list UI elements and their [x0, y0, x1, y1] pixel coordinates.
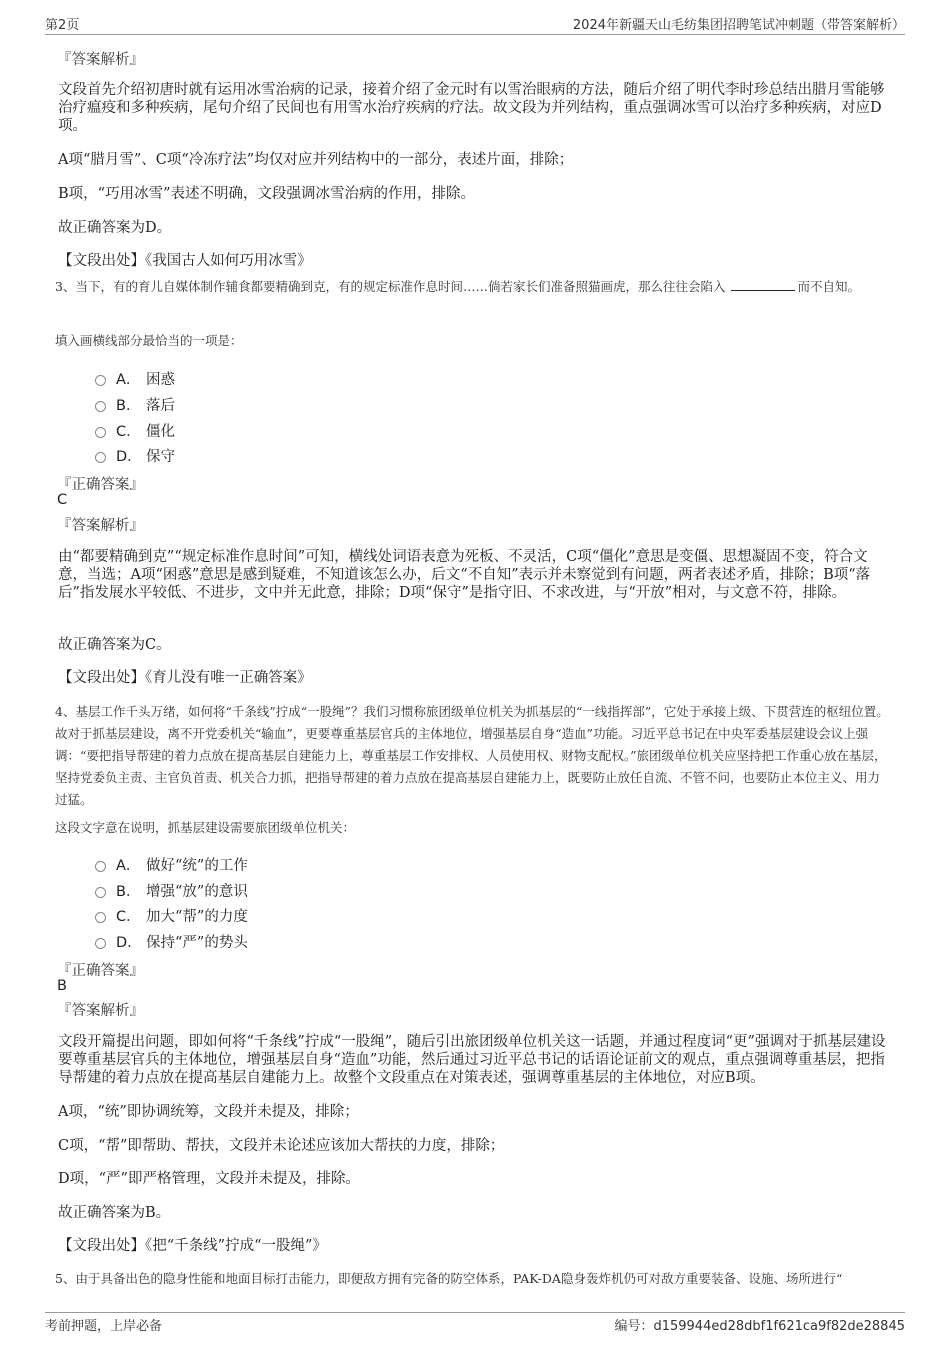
radio-icon[interactable]	[95, 912, 106, 923]
question-text: 4、基层工作千头万绪，如何将“千条线”拧成“一股绳”？我们习惯称旅团级单位机关为抓基层的“一线指挥部”，它处于承接上级、下贯营连的枢纽位置。故对于抓基层建设，离不开党委机关“输血”，更要尊重基层官兵的主体地位，增强基层自身“造血”功能。习近平总书记在中央军委基层建设会议上强调：“要把指导帮建的着力点放在提高基层自建能力上，尊重基层工作安排权、人员使用权、财物支配权。”旅团级单位机关应坚持把工作重心放在基层，坚持党委负主责、主官负首责、机关合力抓，把指导帮建的着力点放在提高基层自建能力上，既要防止放任自流、不管不问，也要防止本位主义、用力过猛。	[55, 704, 889, 807]
analysis-paragraph: B项，“巧用冰雪”表述不明确，文段强调冰雪治病的作用，排除。	[58, 186, 475, 202]
correct-answer: C	[57, 492, 68, 508]
analysis-paragraph: 故正确答案为B。	[58, 1205, 171, 1221]
question-prompt: 这段文字意在说明，抓基层建设需要旅团级单位机关：	[55, 820, 356, 835]
source-citation: 【文段出处】《把“千条线”拧成“一股绳”》	[58, 1238, 327, 1254]
page-footer	[45, 1312, 905, 1335]
option-c[interactable]: C． 加大“帮”的力度	[95, 905, 248, 926]
correct-answer-label: 『正确答案』	[57, 477, 144, 493]
radio-icon[interactable]	[95, 427, 106, 438]
analysis-label: 『答案解析』	[57, 1003, 144, 1019]
question-prompt: 填入画横线部分最恰当的一项是：	[55, 333, 243, 348]
analysis-paragraph: 故正确答案为C。	[58, 637, 171, 653]
analysis-paragraph: A项，“统”即协调统筹，文段并未提及，排除；	[58, 1104, 359, 1120]
option-b[interactable]: B． 增强“放”的意识	[95, 880, 248, 901]
footer-slogan: 考前押题，上岸必备	[45, 1319, 163, 1334]
option-a[interactable]: A． 困惑	[95, 368, 175, 389]
option-d[interactable]: D． 保持“严”的势头	[95, 931, 248, 952]
radio-icon[interactable]	[95, 452, 106, 463]
document-code: 编号：d159944ed28dbf1f621ca9f82de28845	[614, 1319, 905, 1334]
analysis-label: 『答案解析』	[57, 52, 144, 68]
option-c[interactable]: C． 僵化	[95, 420, 175, 441]
analysis-paragraph: 故正确答案为D。	[58, 220, 172, 236]
question-text: 5、由于具备出色的隐身性能和地面目标打击能力，即便敌方拥有完备的防空体系，PAK-DA隐身轰炸机仍可对敌方重要装备、设施、场所进行“	[55, 1271, 843, 1286]
analysis-paragraph: C项，“帮”即帮助、帮扶，文段并未论述应该加大帮扶的力度，排除；	[58, 1138, 505, 1154]
analysis-paragraph: 文段首先介绍初唐时就有运用冰雪治病的记录，接着介绍了金元时有以雪治眼病的方法，随后介绍了明代李时珍总结出腊月雪能够治疗瘟疫和多种疾病，尾句介绍了民间也有用雪水治疗疾病的疗法。故文段为并列结构，重点强调冰雪可以治疗多种疾病，对应D项。	[58, 82, 885, 134]
source-citation: 【文段出处】《我国古人如何巧用冰雪》	[58, 253, 312, 269]
radio-icon[interactable]	[95, 938, 106, 949]
page-number: 第2页	[45, 18, 80, 33]
option-b[interactable]: B． 落后	[95, 394, 175, 415]
analysis-paragraph: 由“都要精确到克”“规定标准作息时间”可知，横线处词语表意为死板、不灵活，C项“僵化”意思是变僵、思想凝固不变，符合文意，当选；A项“困惑”意思是感到疑难，不知道该怎么办，后文“不自知”表示并未察觉到有问题，两者表述矛盾，排除；B项“落后”指发展水平较低、不进步，文中并无此意，排除；D项“保守”是指守旧、不求改进，与“开放”相对，与文意不符，排除。	[58, 549, 871, 601]
option-d[interactable]: D． 保守	[95, 445, 175, 466]
page-header	[45, 12, 905, 35]
correct-answer: B	[57, 978, 67, 994]
fill-blank	[731, 278, 795, 291]
question-text: 3、当下，有的育儿自媒体制作辅食都要精确到克，有的规定标准作息时间……倘若家长们准备照猫画虎，那么往往会陷入 而不自知。	[55, 279, 860, 294]
analysis-label: 『答案解析』	[57, 518, 144, 534]
radio-icon[interactable]	[95, 401, 106, 412]
analysis-paragraph: 文段开篇提出问题，即如何将“千条线”拧成“一股绳”，随后引出旅团级单位机关这一话题，并通过程度词“更”强调对于抓基层建设要尊重基层官兵的主体地位，增强基层自身“造血”功能，然后通过习近平总书记的话语论证前文的观点，重点强调尊重基层，把指导帮建的着力点放在提高基层自建能力上。故整个文段重点在对策表述，强调尊重基层的主体地位，对应B项。	[58, 1034, 886, 1086]
document-title: 2024年新疆天山毛纺集团招聘笔试冲刺题（带答案解析）	[572, 18, 905, 33]
analysis-paragraph: A项“腊月雪”、C项“冷冻疗法”均仅对应并列结构中的一部分，表述片面，排除；	[58, 152, 574, 168]
radio-icon[interactable]	[95, 887, 106, 898]
option-a[interactable]: A． 做好“统”的工作	[95, 854, 248, 875]
source-citation: 【文段出处】《育儿没有唯一正确答案》	[58, 670, 312, 686]
correct-answer-label: 『正确答案』	[57, 963, 144, 979]
radio-icon[interactable]	[95, 375, 106, 386]
radio-icon[interactable]	[95, 861, 106, 872]
analysis-paragraph: D项，“严”即严格管理，文段并未提及，排除。	[58, 1171, 360, 1187]
